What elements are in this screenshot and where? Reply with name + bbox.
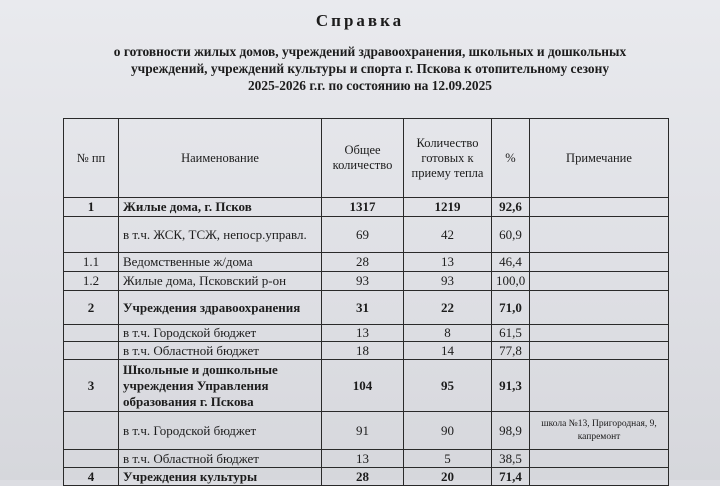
row-num: 3 [64, 360, 119, 412]
header-num: № пп [64, 119, 119, 198]
row-note [530, 325, 669, 342]
subtitle-line-3: 2025-2026 г.г. по состоянию на 12.09.2025 [247, 78, 492, 93]
row-total: 93 [322, 272, 404, 291]
row-ready: 5 [404, 450, 492, 468]
table-row [64, 450, 669, 468]
row-num [64, 325, 119, 342]
row-note: школа №13, Пригородная, 9, капремонт [530, 412, 669, 450]
row-percent: 92,6 [492, 198, 530, 217]
row-num: 2 [64, 291, 119, 325]
row-total: 13 [322, 450, 404, 468]
header-total: Общее количество [322, 119, 404, 198]
row-num: 1.2 [64, 272, 119, 291]
row-note [530, 198, 669, 217]
row-percent: 77,8 [492, 342, 530, 360]
row-total: 28 [322, 468, 404, 486]
table-row [64, 360, 669, 412]
row-percent: 91,3 [492, 360, 530, 412]
table-row [64, 217, 669, 253]
row-name: Учреждения здравоохранения [119, 291, 322, 325]
document-title: Справка [315, 11, 405, 30]
subtitle-line-2: учреждений, учреждений культуры и спорта г. Пскова к отопительному сезону [130, 61, 610, 76]
row-total: 1317 [322, 198, 404, 217]
row-ready: 95 [404, 360, 492, 412]
row-note [530, 253, 669, 272]
row-name: Ведомственные ж/дома [119, 253, 322, 272]
row-ready: 42 [404, 217, 492, 253]
row-ready: 22 [404, 291, 492, 325]
row-name: Школьные и дошкольные учреждения Управления образования г. Пскова [119, 360, 322, 412]
table-header-row [64, 119, 669, 198]
row-name: в т.ч. Городской бюджет [119, 412, 322, 450]
row-total: 91 [322, 412, 404, 450]
row-ready: 1219 [404, 198, 492, 217]
table-row [64, 342, 669, 360]
header-ready: Количество готовых к приему тепла [404, 119, 492, 198]
table-row [64, 198, 669, 217]
header-note: Примечание [530, 119, 669, 198]
row-ready: 90 [404, 412, 492, 450]
row-percent: 61,5 [492, 325, 530, 342]
table-row [64, 253, 669, 272]
row-total: 31 [322, 291, 404, 325]
row-name: в т.ч. Областной бюджет [119, 450, 322, 468]
row-ready: 13 [404, 253, 492, 272]
row-total: 13 [322, 325, 404, 342]
row-percent: 46,4 [492, 253, 530, 272]
row-num [64, 217, 119, 253]
row-num [64, 412, 119, 450]
row-ready: 8 [404, 325, 492, 342]
row-name: в т.ч. Областной бюджет [119, 342, 322, 360]
row-percent: 60,9 [492, 217, 530, 253]
row-note [530, 450, 669, 468]
row-num [64, 450, 119, 468]
row-note [530, 272, 669, 291]
row-total: 69 [322, 217, 404, 253]
row-num: 4 [64, 468, 119, 486]
row-name: в т.ч. ЖСК, ТСЖ, непоср.управл. [119, 217, 322, 253]
row-note [530, 342, 669, 360]
table-row [64, 412, 669, 450]
row-percent: 71,4 [492, 468, 530, 486]
row-percent: 71,0 [492, 291, 530, 325]
row-name: в т.ч. Городской бюджет [119, 325, 322, 342]
row-note [530, 468, 669, 486]
row-total: 28 [322, 253, 404, 272]
row-num: 1.1 [64, 253, 119, 272]
row-ready: 14 [404, 342, 492, 360]
table-row [64, 272, 669, 291]
row-percent: 100,0 [492, 272, 530, 291]
row-percent: 98,9 [492, 412, 530, 450]
document-subtitle [60, 43, 680, 94]
row-name: Учреждения культуры [119, 468, 322, 486]
row-percent: 38,5 [492, 450, 530, 468]
row-total: 104 [322, 360, 404, 412]
header-percent: % [492, 119, 530, 198]
header-name: Наименование [119, 119, 322, 198]
table-row [64, 325, 669, 342]
row-ready: 93 [404, 272, 492, 291]
row-note [530, 360, 669, 412]
subtitle-line-1: о готовности жилых домов, учреждений здравоохранения, школьных и дошкольных [113, 44, 627, 59]
table-row [64, 291, 669, 325]
row-note [530, 217, 669, 253]
table-row [64, 468, 669, 486]
row-total: 18 [322, 342, 404, 360]
row-ready: 20 [404, 468, 492, 486]
readiness-table [63, 118, 669, 486]
row-num: 1 [64, 198, 119, 217]
row-name: Жилые дома, Псковский р-он [119, 272, 322, 291]
row-name: Жилые дома, г. Псков [119, 198, 322, 217]
row-note [530, 291, 669, 325]
row-num [64, 342, 119, 360]
